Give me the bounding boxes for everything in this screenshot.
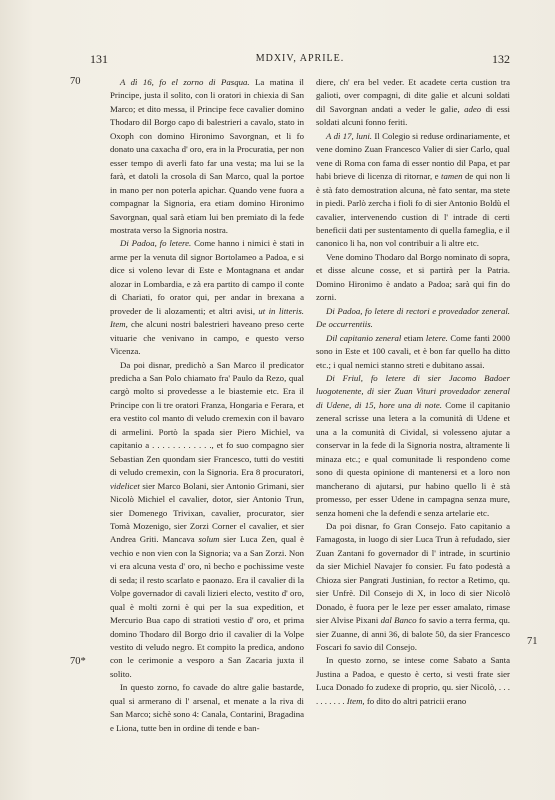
paragraph-text: sier Marco Bolani, sier Antonio Grimani, sier Nicolò Michiel el cavalier, dotor, sier Antonio Trun, sier Domenego Trivixan, cavalier, procurator, sier Tomà Mozenigo, sier Zorzi Corner el cavalier, et sier Andrea Griti. Mancava (110, 480, 305, 545)
paragraph (110, 76, 304, 237)
paragraph (110, 359, 304, 682)
paragraph-text: di essi soldati alcuni fonno feriti. (316, 103, 510, 128)
entry-date: A dì 16, fo el zorno di Pasqua. (120, 77, 250, 87)
page-number-right: 132 (492, 52, 510, 66)
paragraph-text: de qui non li è stà fato demostration alcuna, nè fato sentar, ma stete in piedi. Parlò zercha i fioli fo di sier Antonio Boldù el cavalier, intervenendo custion di l' intrade di certi beneficii dati per sustentamento di quella fameglia, e il canonico li ha, non vol contribuir a li altre etc. (316, 171, 511, 249)
italic-text: Item, (346, 695, 365, 706)
margin-number: 70* (70, 656, 86, 667)
italic-text: dal Banco (380, 615, 417, 626)
paragraph (110, 681, 304, 735)
margin-number: 71 (527, 636, 538, 647)
page-number-left: 131 (90, 52, 108, 66)
paragraph-text: che alcuni nostri balestrieri haveano preso certe vituarie che venivano in campo, e questo verso Vicenza. (110, 319, 304, 357)
italic-text: tamen (441, 171, 463, 182)
entry-date: A dì 17, luni. (326, 130, 372, 141)
entry-heading: Di Padoa, fo letere. (120, 238, 192, 249)
paragraph-text: Come hanno i nimici è stati in arme per la venuta dil signor Bortolameo a Padoa, e si dice si voleno levar di Este e Montagnana et andar alozar in Lombardia, e zà era partito di campo il conte di Chariati, fo orator qui, per andar in brexana a proveder de li alozamenti; et altri avisi, (110, 238, 304, 316)
paragraph (316, 251, 510, 305)
entry-heading: Dil capitanio zeneral (326, 332, 402, 343)
paragraph (316, 654, 510, 708)
paragraph-text: Da poi disnar, predichò a San Marco il predicator predicha a San Polo chiamato fra' Paulo da Rezo, qual cargò molto si provedesse a le biastemie etc. Era il Principe con li tre oratori Franza, Hongaria e Ferara, et era vestito col manto di veludo cremexin con il bavaro di armelini. Portò la spada sier Piero Michiel, va capitanio a . . . . . . . . . . . ., et fo suo compagno sier Sebastian Zen quondam sier Francesco, tutti do vestiti di veludo cremexin, con la Signoria. Era 8 procuratori, (110, 359, 304, 478)
paragraph-text: Come il capitanio zeneral scrisse una letera a la comunità di Udene et una a la comunità di Cividal, si volesseno ajutar a conservar in la fede di la Signoria nostra, altramente li minaza etc.; e qual comunitade li respondeno come sono di questa opinione di mantenersi et a loro non mancherano di ajutarsi, pur habino quello li è stà promesso, per esser Udene in campagna senza mure, senza homeni che la defendi e senza artelarie etc. (316, 399, 511, 518)
running-header (90, 52, 510, 68)
paragraph (316, 305, 510, 332)
paragraph-text: In questo zorno, se intese come Sabato a Santa Justina a Padoa, e questo è certo, si vesti frate sier Luca Donado fo zudexe di proprio, qu. sier Nicolò, . . . . . . . . . . (316, 655, 510, 706)
paragraph-text: Il Colegio si reduse ordinariamente, et vene domino Zuan Francesco Valier di sier Carlo, qual vene di Roma con fama di esser nontio dil Papa, et par habi brieve di licenza di ritornar, e (316, 130, 510, 182)
paragraph-text: diere, ch' era bel veder. Et acadete certa custion tra galioti, over compagni, di dite galie et alcuni soldati dil Savorgnan andati a veder le galie, (316, 77, 510, 114)
entry-heading: Di Padoa, fo letere di rectori e provedador zeneral. De occurrentiis. (316, 305, 510, 330)
paragraph (316, 332, 510, 372)
paragraph (316, 372, 510, 520)
paragraph (316, 130, 510, 251)
paragraph-text: fo dito do altri patricii erano (366, 695, 467, 706)
right-column (316, 76, 510, 708)
paragraph-text: Da poi disnar, fo Gran Consejo. Fato capitanio a Famagosta, in luogo di sier Luca Trun à refudado, sier Zuan Zantani fo governador di l' intrade, in scurtinio da sier Michiel Navajer fo consier. Fu fato podestà a Chioza sier Pangrati Justinian, fo rector a Retimo, qu. sier Unfrè. Dil Consejo di X, in loco di sier Nicolò Donado, è fuora per le leze per esser amalato, rimase sier Alvise Pixani (316, 520, 510, 626)
left-column (110, 76, 304, 735)
running-title: MDXIV, APRILE. (255, 53, 345, 64)
italic-text: videlicet (110, 480, 140, 491)
margin-number: 70 (70, 76, 81, 87)
paragraph (316, 76, 510, 130)
paragraph-text: fo savio a terra ferma, qu. sier Zuanne, di anni 36, di balote 50, da sier Francesco Foscari fo savio dil Consejo. (316, 615, 510, 653)
italic-text: adeo (464, 103, 482, 114)
paragraph-text: La matina il Principe, justa il solito, con li oratori in chiexia di San Marco; et dito messa, il Principe fece cavalier domino Thodaro dil Borgo capo di balestrieri a cavalo, stato in Oxoph con domino Hironimo Savorgnan, et li fo donato una caxacha d' oro, era in la Procuratia, per non esser tempo di averli fato far una vesta; ma lui se la farà, et datoli la crosola di San Marco, qual la portoe in mano per non poterla apichar. Quando vene fuora a compagnar la Signoria, era etiam domino Hironimo Savorgnan, qual sarà etiam lui ben premiato di la fede mostrata verso la Signoria nostra. (110, 77, 304, 235)
paragraph-text: etiam (403, 332, 424, 343)
entry-heading: Di Friul, fo letere di sier Jacomo Badoer luogotenente, di sier Zuan Vituri provedador zeneral di Udene, di 15, hore una di note. (316, 372, 510, 410)
paragraph-text: Come fanti 2000 sono in Este et 100 cavali, et è bon far quello ha ditto etc.; i qual nemici stanno streti e dubitano assai. (316, 332, 511, 370)
paragraph-text: In questo zorno, fo cavade do altre galie bastarde, qual si armerano di l' arsenal, et menate a la riva di San Marco; sichè sono 4: Canala, Contarini, Bragadina e Liona, tutte ben in ordine di tende e ban- (110, 682, 304, 733)
italic-text: solum (198, 534, 220, 545)
paragraph-text: Vene domino Thodaro dal Borgo nominato di sopra, et disse alcune cosse, et si partirà per la Patria. Domino Hironimo è andato a Padoa; sarà qui fin do zorni. (316, 251, 510, 303)
italic-text: ut in litteris. Item, (110, 305, 304, 330)
paragraph (316, 520, 510, 655)
paragraph-text: sier Luca Zen, qual è vechio e non vien con la Signoria; va a San Zorzi. Non vi era alcuna vesta d' oro, nì becho e pochissime veste di seda; il resto scarlato e paonazo. Era il cavalier di la Volpe governador di cavali lizieri electo, vestito d' oro, qual è molti zorni è qui per la sua expedition, et Mercurio Bua capo di stratioti vestio d' oro, et prima domino Thodaro dil Borgo drio il cavalier di la Volpe vestito di veludo negro. Et compito la predica, andono con le cerimonie a vesporo a San Zacaria juxta il solito. (110, 534, 304, 679)
italic-text: letere. (425, 332, 448, 343)
paragraph (110, 237, 304, 358)
